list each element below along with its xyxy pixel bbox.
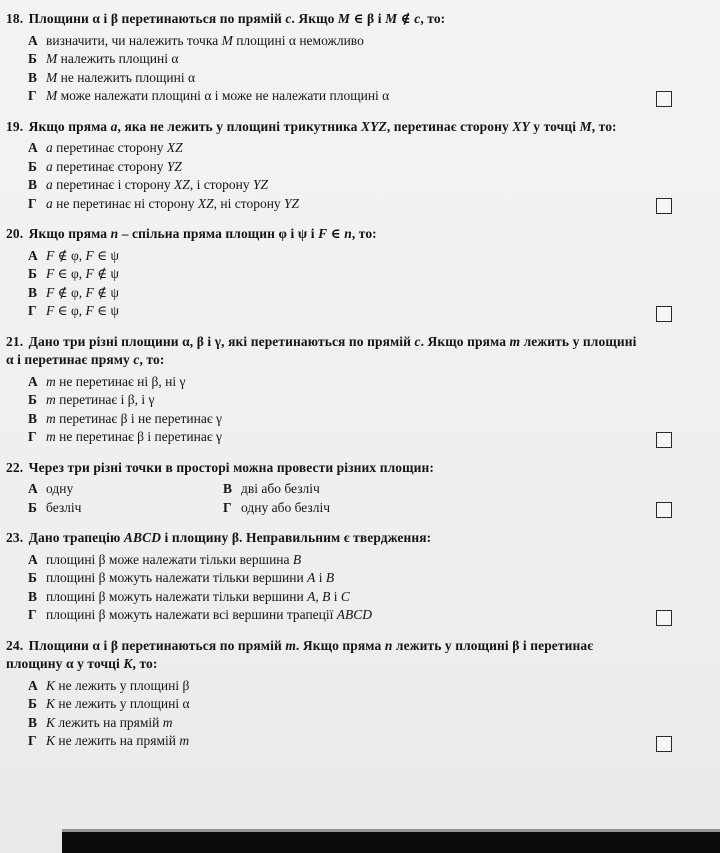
options-list (6, 551, 640, 625)
option-text: F ∉ φ, F ∉ ψ (46, 284, 119, 300)
option-text: F ∈ φ, F ∉ ψ (46, 266, 119, 281)
option-row[interactable] (6, 87, 640, 106)
option-text: m перетинає β і не перетинає γ (46, 410, 222, 426)
option-text: площині β може належати тільки вершина B (46, 551, 302, 567)
option-letter: Б (28, 266, 37, 281)
option-text: площині β можуть належати всі вершини трапеції ABCD (46, 607, 373, 622)
option-text: m перетинає і β, і γ (46, 392, 155, 407)
option-letter: В (28, 588, 38, 604)
option-text: m не перетинає ні β, ні γ (46, 373, 186, 389)
question-number: 20. (6, 226, 24, 241)
option-text: m не перетинає β і перетинає γ (46, 429, 222, 444)
option-row[interactable] (6, 428, 640, 447)
option-text: дві або безліч (241, 481, 320, 496)
option-row[interactable] (6, 373, 640, 392)
option-text: a перетинає сторону XZ (46, 140, 183, 155)
option-row[interactable] (6, 569, 640, 588)
option-text: площині β можуть належати тільки вершини A і B (46, 570, 335, 585)
options-list (6, 480, 640, 517)
option-text: M не належить площині α (46, 69, 196, 85)
option-row[interactable] (6, 695, 640, 714)
option-row[interactable] (6, 551, 640, 570)
question-block (6, 459, 720, 518)
option-text: a не перетинає ні сторону XZ, ні сторону YZ (46, 195, 300, 211)
question-number: 19. (6, 118, 24, 134)
option-letter: Г (28, 429, 37, 444)
option-text: K не лежить на прямій m (46, 733, 190, 748)
option-row[interactable] (6, 714, 640, 733)
question-stem: 18. Площини α і β перетинаються по прямій c. Якщо M ∈ β і M ∉ c, то: (6, 11, 446, 26)
option-letter: А (28, 373, 38, 389)
option-letter: Б (28, 696, 37, 711)
option-letter: Г (28, 733, 37, 748)
option-letter: А (28, 551, 38, 567)
option-text: M може належати площині α і може не належати площині α (46, 88, 390, 103)
option-letter: А (28, 247, 38, 263)
option-letter: Б (28, 158, 37, 174)
option-letter: Г (28, 195, 37, 211)
answer-checkbox[interactable] (656, 198, 672, 214)
answer-checkbox[interactable] (656, 502, 672, 518)
option-text: a перетинає і сторону XZ, і сторону YZ (46, 177, 269, 192)
option-row[interactable] (201, 499, 330, 518)
option-text: безліч (46, 499, 82, 515)
answer-checkbox[interactable] (656, 432, 672, 448)
option-text: a перетинає сторону YZ (46, 158, 182, 174)
question-block (6, 225, 720, 321)
question-number: 21. (6, 333, 24, 349)
option-letter: Б (28, 570, 37, 585)
option-letter: Б (28, 51, 37, 66)
option-text: K не лежить у площині α (46, 696, 190, 711)
option-letter: Г (28, 607, 37, 622)
option-letter: А (28, 677, 38, 693)
option-letter: В (28, 410, 38, 426)
option-letter: А (28, 481, 38, 496)
option-text: одну (46, 481, 74, 496)
option-letter: А (28, 140, 38, 155)
option-text: визначити, чи належить точка M площині α неможливо (46, 32, 364, 48)
option-letter: Б (28, 499, 37, 515)
option-text: K не лежить у площині β (46, 677, 190, 693)
option-text: площині β можуть належати тільки вершини A, B і C (46, 588, 350, 604)
option-row[interactable] (6, 284, 640, 303)
option-row[interactable] (6, 158, 640, 177)
question-stem: 21. Дано три різні площини α, β і γ, які перетинаються по прямій c. Якщо пряма m лежить у площині α і перетинає пряму c, то: (6, 333, 637, 367)
option-text: K лежить на прямій m (46, 714, 173, 730)
question-block (6, 118, 720, 214)
option-letter: Г (223, 499, 232, 515)
question-number: 23. (6, 530, 24, 545)
option-row[interactable] (6, 247, 640, 266)
option-letter: Г (28, 88, 37, 103)
answer-checkbox[interactable] (656, 91, 672, 107)
option-row[interactable] (6, 32, 640, 51)
options-list (6, 32, 640, 106)
answer-checkbox[interactable] (656, 306, 672, 322)
question-block (6, 637, 720, 751)
option-text: F ∈ φ, F ∈ ψ (46, 303, 119, 318)
question-block (6, 529, 720, 625)
questions-list (6, 10, 720, 751)
question-block (6, 333, 720, 447)
option-row[interactable] (6, 391, 640, 410)
option-row[interactable] (6, 50, 640, 69)
question-block (6, 10, 720, 106)
option-row[interactable] (6, 480, 201, 499)
option-letter: Г (28, 303, 37, 318)
option-row[interactable] (201, 480, 330, 499)
option-row[interactable] (6, 69, 640, 88)
option-row[interactable] (6, 176, 640, 195)
question-stem: 23. Дано трапецію ABCD і площину β. Неправильним є твердження: (6, 530, 432, 545)
scan-artifact-bar (62, 832, 720, 853)
option-text: M належить площині α (46, 51, 179, 66)
option-text: одну або безліч (241, 499, 331, 515)
answer-checkbox[interactable] (656, 736, 672, 752)
option-letter: Б (28, 392, 37, 407)
option-letter: В (28, 177, 38, 192)
options-list (6, 139, 640, 213)
option-row[interactable] (6, 606, 640, 625)
option-row[interactable] (6, 410, 640, 429)
question-stem: 24. Площини α і β перетинаються по прямій m. Якщо пряма n лежить у площині β і перетинає площину α у точці K, то: (6, 637, 594, 671)
question-stem: 20. Якщо пряма n – спільна пряма площин φ і ψ і F ∈ n, то: (6, 226, 377, 241)
option-row[interactable] (6, 677, 640, 696)
option-row[interactable] (6, 499, 201, 518)
option-letter: В (28, 284, 38, 300)
options-list (6, 373, 640, 447)
option-row[interactable] (6, 588, 640, 607)
option-letter: В (223, 481, 233, 496)
question-stem: 19. Якщо пряма a, яка не лежить у площині трикутника XYZ, перетинає сторону XY у точці M, то: (6, 118, 617, 134)
option-text: F ∉ φ, F ∈ ψ (46, 247, 119, 263)
options-list (6, 247, 640, 321)
options-list (6, 677, 640, 751)
option-row[interactable] (6, 732, 640, 751)
option-letter: А (28, 32, 38, 48)
question-stem: 22. Через три різні точки в просторі можна провести різних площин: (6, 459, 435, 475)
option-letter: В (28, 714, 38, 730)
option-row[interactable] (6, 195, 640, 214)
question-number: 24. (6, 637, 24, 653)
option-row[interactable] (6, 302, 640, 321)
question-number: 18. (6, 11, 24, 26)
question-number: 22. (6, 459, 24, 475)
option-row[interactable] (6, 139, 640, 158)
option-row[interactable] (6, 265, 640, 284)
answer-checkbox[interactable] (656, 610, 672, 626)
option-letter: В (28, 69, 38, 85)
